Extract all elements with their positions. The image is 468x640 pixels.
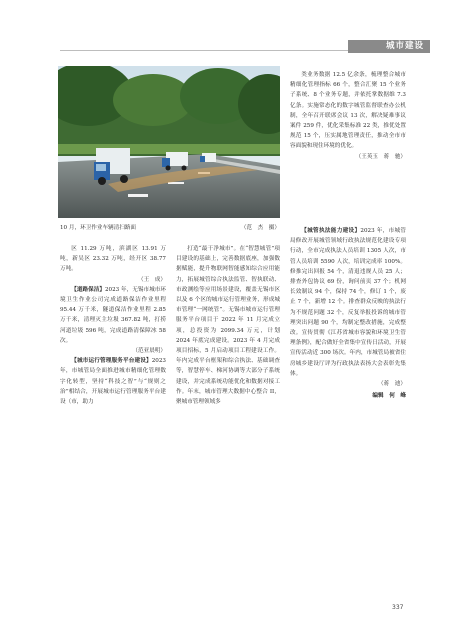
caption-text: 10 月，环卫作业车辆清扫路面 <box>60 225 137 231</box>
text-column-3-top <box>290 70 406 162</box>
section-heading-platform: 【城市运行管理服务平台建设】 <box>71 358 152 365</box>
text-column-3-bottom <box>290 226 406 401</box>
photo-caption <box>60 224 280 233</box>
paragraph-enforcement-text: 2023 年，市城管局修改开展城管领域行政执法规范化建设专项行动，全市完成执法人员培训 1305 人次，市管人员培训 5590 人次，培训完成率 100%。修推完出回报 54 个，清退违规人员 25 人；排查外包协议 69 份，询问前页 37 个；机网长效制议 94 个，保持 74 个，修订 1 个，废止 7 个，新增 12 个。排查群众反映的执法行为不规范问题 32 个，反复举报投诉的城市管理突出问题 90 个，均制定整改措施，完成整改。宣传贯彻《江苏省城市容貌和环境卫生管理条例》，配合做好全省集中宣传日活动，开展宣传活动近 300 场次。年内，市城管局被省住房城乡建设厅评为行政执法表扬大会表彰先集体。 <box>290 228 406 377</box>
paragraph-continued: 区 11.29 万吨，滨湖区 13.91 万吨，新吴区 23.32 万吨，经开区 38.77 万吨。 <box>60 246 166 273</box>
section-heading-road-cleaning: 【道路保洁】 <box>71 286 105 293</box>
editor-byline: 编辑 何 峰 <box>372 393 406 400</box>
photo-credit: （范 杰 摄） <box>240 225 280 231</box>
paragraph-platform-text: 2023 年，市城管局全面推进城市精细化管理数字化转型，坚持“科技之智”与“规则之治”相结合，开展城市运行管理服务平台建设（市，助力 <box>60 358 166 406</box>
author-signature: （王英玉 蒋 驰） <box>355 153 406 160</box>
paragraph-platform-end: 类业务数据 12.5 亿余条，梳理整合城市精细化管理指标 66 个，整合汇聚 15 个业务子系统、8 个业务专题，并依托掌数据维 7.3 亿条。实施常态化的数字城管监督联查办公机制，全年召开联席会议 13 次，解决疑难事议案件 259 件，优化采集标准 22 类，推优处置规范 15 个，压实属地管理责任，推动全市市容面貌和现住环境的优化。 <box>290 72 406 150</box>
street-cleaning-photo <box>58 66 280 218</box>
photo-illustration <box>58 66 280 218</box>
section-heading-enforcement: 【城管执法能力建设】 <box>301 228 361 234</box>
section-title: 城市建设 <box>385 41 424 51</box>
paragraph-enforcement <box>290 226 406 379</box>
paragraph-platform <box>60 356 166 407</box>
author-signature: （王 成） <box>138 276 166 283</box>
page-header <box>0 0 468 58</box>
paragraph-road-cleaning <box>60 285 166 346</box>
page-number: 337 <box>392 604 404 611</box>
text-column-1 <box>60 244 166 407</box>
author-signature: （范亚晨明） <box>132 348 166 355</box>
paragraph-platform-cont: 打造“最干净城市”。在“智慧城管”项目建设的基础上，完善数据底座，加强数据赋能，提升物联网智能感知综合应用能力，拓展城管综合执法监管、智执联动、市政测绘等应用场景建设，覆盖无锡市区以及 6 个区的城市运行管理业务，形成城市管理“一网统管”。无锡市城市运行管理服务平台项目于 2022 年 11 月完成立项，总投资为 2099.34 万元，计划 2024 年底完成建设。2023 年 4 月完成项目招标，5 月启动项目工程建设工作。年内完成平台框架和综合执法、基础调查等，智慧停车、梯河协调等大部分子系统建设，并完成系统功能优化和数据对接工作。年末，城市管理大数据中心整合 II，聚城市管理领域多 <box>176 246 280 406</box>
text-column-2 <box>176 244 280 407</box>
paragraph-road-cleaning-text: 2023 年，无锡市城市环境卫生作业公司完成道路保洁作业里程 95.44 万千米，隧道保洁作业里程 2.85 万千米，清理灭主垃圾 367.82 吨，打捞河道垃圾 596 吨，完成道路清保障冰 58 次。 <box>60 286 166 344</box>
author-signature: （蒋 迪） <box>378 381 406 388</box>
